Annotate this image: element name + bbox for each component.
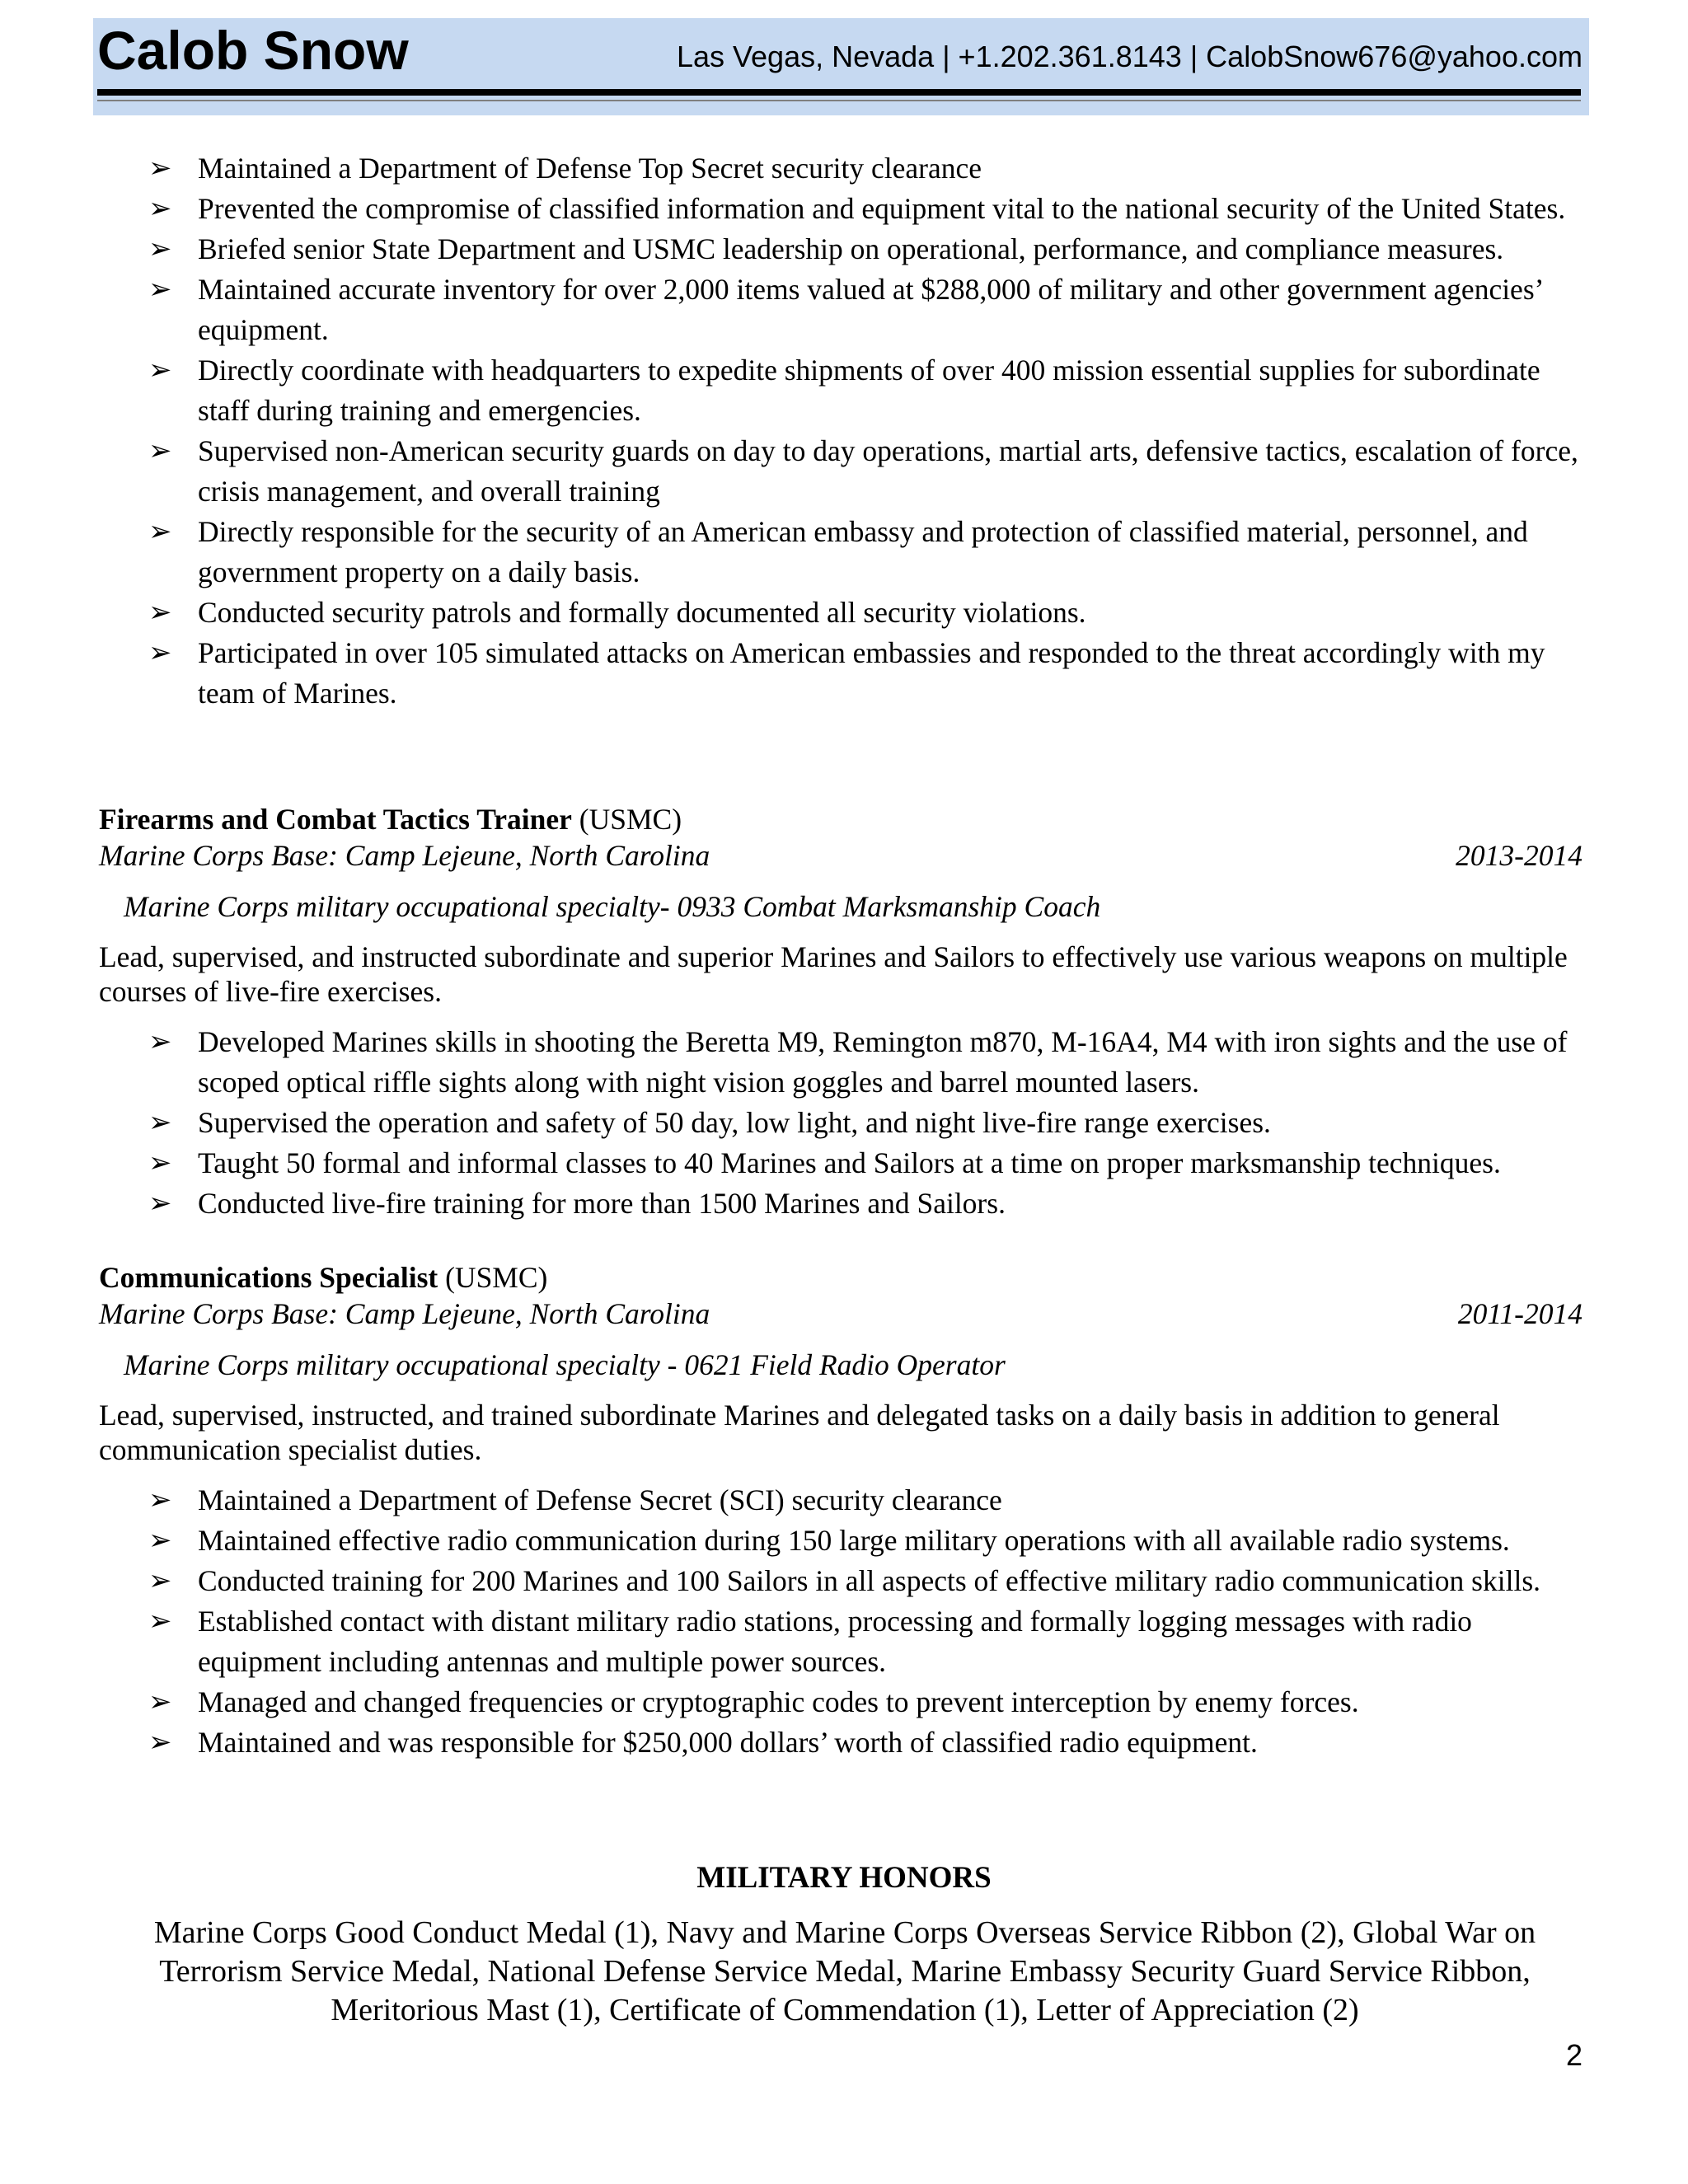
list-item: ➢ Maintained accurate inventory for over 2,000 items valued at $288,000 of military and other government agencies’ equipment. bbox=[99, 269, 1582, 350]
arrow-bullet-icon: ➢ bbox=[148, 1524, 172, 1557]
arrow-bullet-icon: ➢ bbox=[148, 1605, 172, 1638]
communications-duties-list bbox=[99, 1480, 1582, 1763]
list-item: ➢ Supervised the operation and safety of 50 day, low light, and night live-fire range exercises. bbox=[99, 1103, 1582, 1143]
arrow-bullet-icon: ➢ bbox=[148, 152, 172, 185]
job-mos-communications: Marine Corps military occupational specialty - 0621 Field Radio Operator bbox=[124, 1348, 1006, 1381]
list-item: ➢ Maintained effective radio communication during 150 large military operations with all available radio systems. bbox=[99, 1521, 1582, 1561]
list-item: ➢ Maintained a Department of Defense Secret (SCI) security clearance bbox=[99, 1480, 1582, 1521]
firearms-duties-list bbox=[99, 1022, 1582, 1224]
arrow-bullet-icon: ➢ bbox=[148, 636, 172, 669]
header-rule-shadow bbox=[97, 100, 1581, 101]
list-item: ➢ Managed and changed frequencies or cryptographic codes to prevent interception by enemy forces. bbox=[99, 1682, 1582, 1722]
list-item: ➢ Established contact with distant military radio stations, processing and formally logging messages with radio equipment including antennas and multiple power sources. bbox=[99, 1601, 1582, 1682]
list-item: ➢ Directly responsible for the security of an American embassy and protection of classified material, personnel, and government property on a daily basis. bbox=[99, 512, 1582, 593]
list-item: ➢ Prevented the compromise of classified information and equipment vital to the national security of the United States. bbox=[99, 189, 1582, 229]
job-location-communications: Marine Corps Base: Camp Lejeune, North Carolina 2011-2014 bbox=[99, 1297, 1582, 1330]
honors-text: Marine Corps Good Conduct Medal (1), Navy and Marine Corps Overseas Service Ribbon (2), Global War on Terrorism Service Medal, National Defense Service Medal, Marine Embassy Security Guard Service Ribbon, Meritorious Mast (1), Certificate of Commendation (1), Letter of Appreciation (2) bbox=[153, 1915, 1536, 2027]
job-title-communications: Communications Specialist (USMC) bbox=[99, 1261, 548, 1294]
arrow-bullet-icon: ➢ bbox=[148, 1685, 172, 1718]
list-item: ➢ Conducted live-fire training for more than 1500 Marines and Sailors. bbox=[99, 1183, 1582, 1224]
arrow-bullet-icon: ➢ bbox=[148, 1106, 172, 1139]
contact-info: Las Vegas, Nevada | +1.202.361.8143 | CalobSnow676@yahoo.com bbox=[676, 40, 1582, 73]
arrow-bullet-icon: ➢ bbox=[148, 354, 172, 387]
arrow-bullet-icon: ➢ bbox=[148, 596, 172, 629]
job-title-firearms: Firearms and Combat Tactics Trainer (USMC) bbox=[99, 803, 682, 836]
job-mos-firearms: Marine Corps military occupational specialty- 0933 Combat Marksmanship Coach bbox=[124, 890, 1101, 923]
list-item: ➢ Participated in over 105 simulated attacks on American embassies and responded to the threat accordingly with my team of Marines. bbox=[99, 633, 1582, 714]
job-description-firearms: Lead, supervised, and instructed subordinate and superior Marines and Sailors to effectively use various weapons on multiple courses of live-fire exercises. bbox=[99, 940, 1568, 1008]
arrow-bullet-icon: ➢ bbox=[148, 1146, 172, 1179]
arrow-bullet-icon: ➢ bbox=[148, 1726, 172, 1759]
list-item: ➢ Directly coordinate with headquarters to expedite shipments of over 400 mission essential supplies for subordinate staff during training and emergencies. bbox=[99, 350, 1582, 431]
job-description-communications: Lead, supervised, instructed, and trained subordinate Marines and delegated tasks on a daily basis in addition to general communication specialist duties. bbox=[99, 1399, 1500, 1466]
list-item: ➢ Taught 50 formal and informal classes to 40 Marines and Sailors at a time on proper marksmanship techniques. bbox=[99, 1143, 1582, 1183]
arrow-bullet-icon: ➢ bbox=[148, 232, 172, 265]
list-item: ➢ Maintained a Department of Defense Top Secret security clearance bbox=[99, 148, 1582, 189]
job-location-firearms: Marine Corps Base: Camp Lejeune, North Carolina 2013-2014 bbox=[99, 839, 1582, 872]
honors-heading: MILITARY HONORS bbox=[696, 1861, 992, 1895]
page-number: 2 bbox=[1565, 2038, 1582, 2072]
list-item: ➢ Conducted training for 200 Marines and 100 Sailors in all aspects of effective military radio communication skills. bbox=[99, 1561, 1582, 1601]
list-item: ➢ Conducted security patrols and formally documented all security violations. bbox=[99, 593, 1582, 633]
arrow-bullet-icon: ➢ bbox=[148, 1025, 172, 1058]
job-dates: 2013-2014 bbox=[1456, 839, 1582, 872]
list-item: ➢ Briefed senior State Department and USMC leadership on operational, performance, and compliance measures. bbox=[99, 229, 1582, 269]
list-item: ➢ Developed Marines skills in shooting the Beretta M9, Remington m870, M-16A4, M4 with iron sights and the use of scoped optical riffle sights along with night vision goggles and barrel mounted lasers. bbox=[99, 1022, 1582, 1103]
arrow-bullet-icon: ➢ bbox=[148, 1483, 172, 1516]
candidate-name: Calob Snow bbox=[97, 20, 409, 81]
arrow-bullet-icon: ➢ bbox=[148, 1564, 172, 1597]
list-item: ➢ Maintained and was responsible for $250,000 dollars’ worth of classified radio equipment. bbox=[99, 1722, 1582, 1763]
arrow-bullet-icon: ➢ bbox=[148, 515, 172, 548]
job-dates: 2011-2014 bbox=[1457, 1297, 1582, 1330]
header-rule bbox=[97, 89, 1581, 96]
list-item: ➢ Supervised non-American security guards on day to day operations, martial arts, defensive tactics, escalation of force, crisis management, and overall training bbox=[99, 431, 1582, 512]
arrow-bullet-icon: ➢ bbox=[148, 192, 172, 225]
arrow-bullet-icon: ➢ bbox=[148, 1187, 172, 1220]
arrow-bullet-icon: ➢ bbox=[148, 434, 172, 467]
embassy-duties-list bbox=[99, 148, 1582, 714]
arrow-bullet-icon: ➢ bbox=[148, 273, 172, 306]
